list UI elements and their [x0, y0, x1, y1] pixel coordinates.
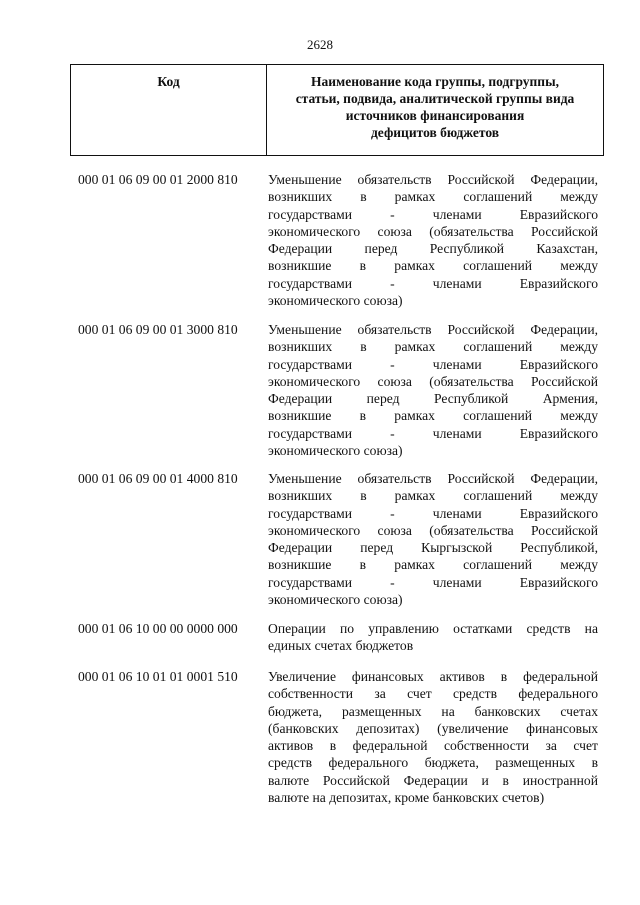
row-description — [268, 321, 598, 459]
desc-line: государствами - членами Евразийского — [268, 206, 598, 222]
desc-line: государствами - членами Евразийского — [268, 574, 598, 590]
desc-line: экономического союза (обязательства Российской — [268, 223, 598, 239]
desc-line: возникших в рамках соглашений между — [268, 189, 598, 205]
row-code: 000 01 06 09 00 01 3000 810 — [78, 322, 238, 337]
desc-line: возникшие в рамках соглашений между — [268, 258, 598, 274]
name-header-line: дефицитов бюджетов — [370, 125, 500, 140]
desc-line: Уменьшение обязательств Российской Федерации, — [268, 172, 598, 187]
desc-line: Федерации перед Кыргызской Республикой, — [268, 540, 598, 556]
desc-line: Уменьшение обязательств Российской Федерации, — [268, 471, 598, 486]
row-code: 000 01 06 10 00 00 0000 000 — [78, 621, 238, 636]
name-column-header — [267, 65, 603, 155]
name-header-line: источников финансирования — [345, 108, 525, 123]
desc-line: возникших в рамках соглашений между — [268, 339, 598, 355]
name-header-line: Наименование кода группы, подгруппы, — [311, 74, 559, 89]
page-number: 2628 — [307, 37, 333, 52]
desc-line: валюте на депозитах, кроме банковских счетов) — [268, 790, 545, 806]
desc-line: валюте Российской Федерации и в иностранной — [268, 772, 598, 788]
desc-line: государствами - членами Евразийского — [268, 425, 598, 441]
desc-line: экономического союза (обязательства Российской — [268, 522, 598, 538]
desc-line: экономического союза (обязательства Российской — [268, 373, 598, 389]
desc-line: (банковских депозитах) (увеличение финансовых — [268, 720, 598, 736]
desc-line: Федерации перед Республикой Казахстан, — [268, 241, 598, 257]
desc-line: бюджета, размещенных на банковских счетах — [268, 703, 598, 719]
desc-line: возникших в рамках соглашений между — [268, 488, 598, 504]
desc-line: государствами - членами Евразийского — [268, 505, 598, 521]
desc-line: государствами - членами Евразийского — [268, 275, 598, 291]
table-row — [78, 470, 598, 608]
desc-line: возникшие в рамках соглашений между — [268, 408, 598, 424]
table-row — [78, 321, 598, 459]
table-row — [78, 668, 598, 806]
desc-line: активов в федеральной собственности за счет — [268, 738, 598, 754]
desc-line: Операции по управлению остатками средств на — [268, 621, 598, 636]
desc-line: собственности за счет средств федерального — [268, 686, 598, 702]
desc-line: экономического союза) — [268, 293, 403, 309]
desc-line: Федерации перед Республикой Армения, — [268, 391, 598, 407]
name-header-line: статьи, подвида, аналитической группы вида — [295, 91, 575, 106]
desc-line: Уменьшение обязательств Российской Федерации, — [268, 322, 598, 337]
row-code: 000 01 06 10 01 01 0001 510 — [78, 669, 238, 684]
row-code: 000 01 06 09 00 01 4000 810 — [78, 471, 238, 486]
desc-line: возникшие в рамках соглашений между — [268, 557, 598, 573]
desc-line: Увеличение финансовых активов в федеральной — [268, 669, 598, 684]
desc-line: экономического союза) — [268, 592, 403, 608]
desc-line: государствами - членами Евразийского — [268, 356, 598, 372]
table-header — [70, 64, 604, 156]
table-row — [78, 620, 598, 655]
row-code: 000 01 06 09 00 01 2000 810 — [78, 172, 238, 187]
desc-line: единых счетах бюджетов — [268, 638, 414, 654]
code-column-header: Код — [71, 65, 267, 155]
desc-line: экономического союза) — [268, 443, 403, 459]
row-description — [268, 668, 598, 806]
row-description — [268, 620, 598, 655]
row-description — [268, 470, 598, 608]
row-description — [268, 171, 598, 309]
table-row — [78, 171, 598, 309]
desc-line: средств федерального бюджета, размещенных в — [268, 755, 598, 771]
